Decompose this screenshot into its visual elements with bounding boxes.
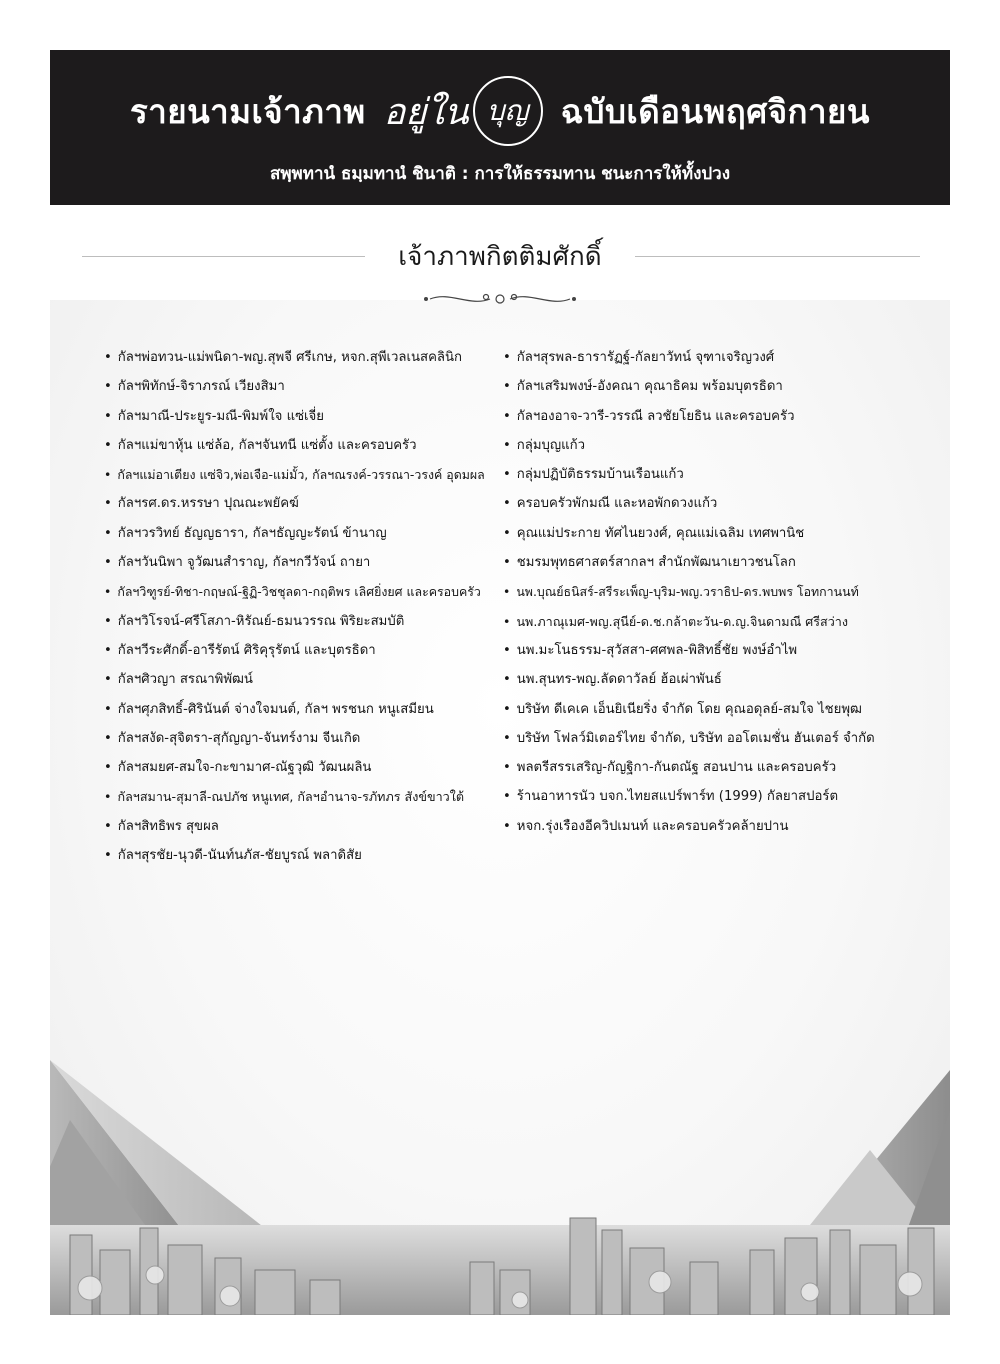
list-item: • บริษัท ดีเคเค เอ็นยิเนียริ่ง จำกัด โดย คุณอดุลย์-สมใจ ไชยพุฒ xyxy=(503,695,903,724)
ornament-flourish-icon xyxy=(420,289,580,309)
list-item: • กัลฯแม่ขาหุ้น แซ่ล้อ, กัลฯจันทนี แซ่ตั้ง และครอบครัว xyxy=(104,431,500,460)
list-item: • ร้านอาหารนัว บจก.ไทยสแปร์พาร์ท (1999) กัลยาสปอร์ต xyxy=(503,782,903,811)
list-item: • คุณแม่ประกาย ทัศไนยวงศ์, คุณแม่เฉลิม เทศพานิช xyxy=(503,519,903,548)
list-item: • พลตรีสรรเสริญ-กัญฐิกา-กันตณัฐ สอนปาน และครอบครัว xyxy=(503,753,903,782)
list-item: • กัลฯสุรพล-ธารารัฏฐ์-กัลยาวัทน์ จุฑาเจริญวงศ์ xyxy=(503,343,903,372)
logo-circle xyxy=(473,76,543,146)
donor-list-left xyxy=(104,343,500,870)
header-subtitle: สพฺพทานํ ธมฺมทานํ ชินาติ : การให้ธรรมทาน ชนะการให้ทั้งปวง xyxy=(269,164,731,184)
list-item: • กัลฯแม่อาเตียง แซ่จิว,พ่อเจือ-แม่มั้ว, กัลฯณรงค์-วรรณา-วรงค์ อุดมผล xyxy=(104,460,500,489)
list-item: • ชมรมพุทธศาสตร์สากลฯ สำนักพัฒนาเยาวชนโลก xyxy=(503,548,903,577)
list-item: • บริษัท โฟลว์มิเตอร์ไทย จำกัด, บริษัท ออโตเมชั่น ฮันเตอร์ จำกัด xyxy=(503,724,903,753)
section-title: เจ้าภาพกิตติมศักดิ์ xyxy=(398,242,602,272)
list-item: • กัลฯมาณี-ประยูร-มณี-พิมพ์ใจ แซ่เจี่ย xyxy=(104,402,500,431)
list-item: • กัลฯสงัด-สุจิตรา-สุกัญญา-จันทร์งาม จีนเกิด xyxy=(104,724,500,753)
header-banner xyxy=(50,50,950,205)
list-item: • กัลฯรศ.ดร.หรรษา ปุณณะพยัคฆ์ xyxy=(104,489,500,518)
logo-circle-text: บุญ xyxy=(486,94,529,127)
list-item: • หจก.รุ่งเรืองอีควิปเมนท์ และครอบครัวคล้ายปาน xyxy=(503,812,903,841)
pyramid-landscape-image xyxy=(50,1000,950,1315)
donor-list-right xyxy=(503,343,903,841)
list-item: • กลุ่มบุญแก้ว xyxy=(503,431,903,460)
magazine-logo xyxy=(384,76,543,146)
list-item: • ครอบครัวพักมณี และหอพักดวงแก้ว xyxy=(503,489,903,518)
list-item: • กัลฯพ่อทวน-แม่พนิดา-พญ.สุพจี ศรีเกษ, หจก.สุพีเวลเนสคลินิก xyxy=(104,343,500,372)
list-item: • กัลฯสุรชัย-นุวดี-นันท์นภัส-ชัยบูรณ์ พลาดิสัย xyxy=(104,841,500,870)
list-item: • กัลฯสมยศ-สมใจ-กะขามาศ-ณัฐวุฒิ วัฒนผลิน xyxy=(104,753,500,782)
logo-script-text: อยู่ใน xyxy=(383,91,469,133)
list-item: • กัลฯวิโรจน์-ศรีโสภา-หิรัณย์-ธมนวรรณ พิริยะสมบัติ xyxy=(104,607,500,636)
list-item: • นพ.ภาณุเมศ-พญ.สุนีย์-ด.ช.กล้าตะวัน-ด.ญ.จินดามณี ศรีสว่าง xyxy=(503,607,903,636)
list-item: • กัลฯวิฑูรย์-ทิชา-กฤษณ์-ฐิฏิ-วิชชุลดา-กฤติพร เลิศยิ่งยศ และครอบครัว xyxy=(104,577,500,606)
list-item: • กัลฯองอาจ-วารี-วรรณี ลวชัยโยธิน และครอบครัว xyxy=(503,402,903,431)
title-left-text: รายนามเจ้าภาพ xyxy=(130,91,366,131)
list-item: • กัลฯพิทักษ์-จิราภรณ์ เวียงสิมา xyxy=(104,372,500,401)
list-item: • กัลฯสมาน-สุมาลี-ณปภัช หนูเทศ, กัลฯอำนาจ-รภัทภร สังข์ขาวใต้ xyxy=(104,782,500,811)
list-item: • กัลฯศุภสิทธิ์-ศิรินันต์ จ่างใจมนต์, กัลฯ พรชนก หนูเสมียน xyxy=(104,695,500,724)
list-item: • กัลฯวันนิพา จูวัฒนสำราญ, กัลฯกวีวัจน์ ถายา xyxy=(104,548,500,577)
list-item: • กัลฯวรวิทย์ ธัญญธารา, กัลฯธัญญะรัตน์ ข้านาญ xyxy=(104,519,500,548)
list-item: • นพ.สุนทร-พญ.ลัดดาวัลย์ ฮ้อเผ่าพันธ์ xyxy=(503,665,903,694)
list-item: • นพ.มะโนธรรม-สุวัสสา-ศศพล-พิสิทธิ์ชัย พงษ์อำไพ xyxy=(503,636,903,665)
list-item: • กัลฯวีระศักดิ์-อารีรัตน์ ศิริคุรุรัตน์ และบุตรธิดา xyxy=(104,636,500,665)
list-item: • กัลฯเสริมพงษ์-อังคณา คุณาธิคม พร้อมบุตรธิดา xyxy=(503,372,903,401)
list-item: • กัลฯสิทธิพร สุขผล xyxy=(104,812,500,841)
list-item: • กลุ่มปฏิบัติธรรมบ้านเรือนแก้ว xyxy=(503,460,903,489)
list-item: • กัลฯศิวญา สรณาพิพัฒน์ xyxy=(104,665,500,694)
list-item: • นพ.บุณย์ธนิสร์-สรีระเพ็ญ-บุริม-พญ.วราธิป-ดร.พบพร โอทกานนท์ xyxy=(503,577,903,606)
title-right-text: ฉบับเดือนพฤศจิกายน xyxy=(560,91,870,131)
header-title xyxy=(50,76,950,146)
